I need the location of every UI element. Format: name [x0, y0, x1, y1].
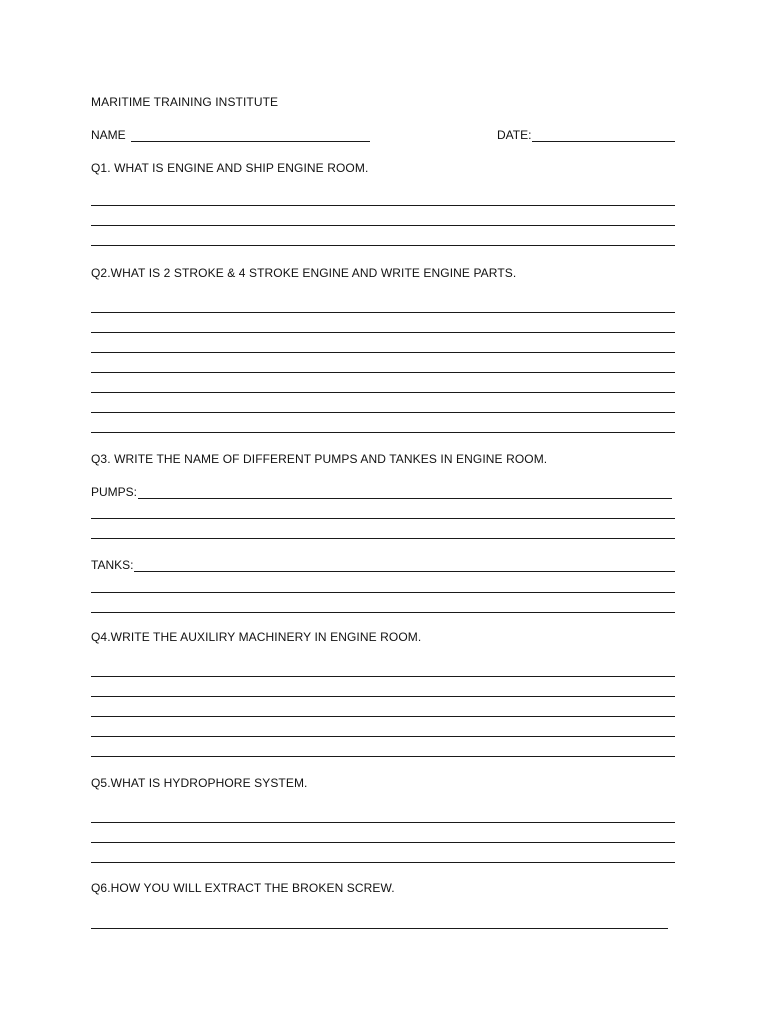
tanks-field[interactable]: [91, 558, 675, 572]
answer-line[interactable]: [91, 392, 675, 393]
answer-line[interactable]: [91, 592, 675, 593]
answer-line[interactable]: [91, 312, 675, 313]
answer-line[interactable]: [91, 842, 675, 843]
question-3: Q3. WRITE THE NAME OF DIFFERENT PUMPS AND TANKES IN ENGINE ROOM.: [91, 452, 548, 466]
date-field[interactable]: [497, 128, 675, 142]
answer-line[interactable]: [91, 225, 675, 226]
date-label: DATE:: [497, 128, 532, 142]
answer-line[interactable]: [91, 756, 675, 757]
answer-line[interactable]: [91, 538, 675, 539]
name-underline[interactable]: [131, 129, 370, 142]
question-1: Q1. WHAT IS ENGINE AND SHIP ENGINE ROOM.: [91, 161, 369, 175]
answer-line[interactable]: [91, 332, 675, 333]
question-2: Q2.WHAT IS 2 STROKE & 4 STROKE ENGINE AND WRITE ENGINE PARTS.: [91, 266, 517, 280]
answer-line[interactable]: [91, 612, 675, 613]
name-label: NAME: [91, 128, 126, 142]
answer-line[interactable]: [91, 822, 675, 823]
answer-line[interactable]: [91, 245, 675, 246]
answer-line[interactable]: [91, 205, 675, 206]
name-field[interactable]: [91, 128, 370, 142]
pumps-underline[interactable]: [138, 486, 672, 499]
answer-line[interactable]: [91, 736, 675, 737]
question-6: Q6.HOW YOU WILL EXTRACT THE BROKEN SCREW.: [91, 881, 395, 895]
tanks-label: TANKS:: [91, 558, 134, 572]
answer-line[interactable]: [91, 352, 675, 353]
answer-line[interactable]: [91, 716, 675, 717]
answer-line[interactable]: [91, 928, 668, 929]
answer-line[interactable]: [91, 696, 675, 697]
pumps-field[interactable]: [91, 485, 672, 499]
tanks-underline[interactable]: [134, 559, 675, 572]
question-5: Q5.WHAT IS HYDROPHORE SYSTEM.: [91, 776, 308, 790]
question-4: Q4.WRITE THE AUXILIRY MACHINERY IN ENGINE ROOM.: [91, 630, 422, 644]
answer-line[interactable]: [91, 432, 675, 433]
pumps-label: PUMPS:: [91, 485, 138, 499]
answer-line[interactable]: [91, 412, 675, 413]
answer-line[interactable]: [91, 518, 675, 519]
answer-line[interactable]: [91, 862, 675, 863]
institute-title: MARITIME TRAINING INSTITUTE: [91, 95, 279, 109]
answer-line[interactable]: [91, 372, 675, 373]
answer-line[interactable]: [91, 676, 675, 677]
date-underline[interactable]: [532, 129, 675, 142]
